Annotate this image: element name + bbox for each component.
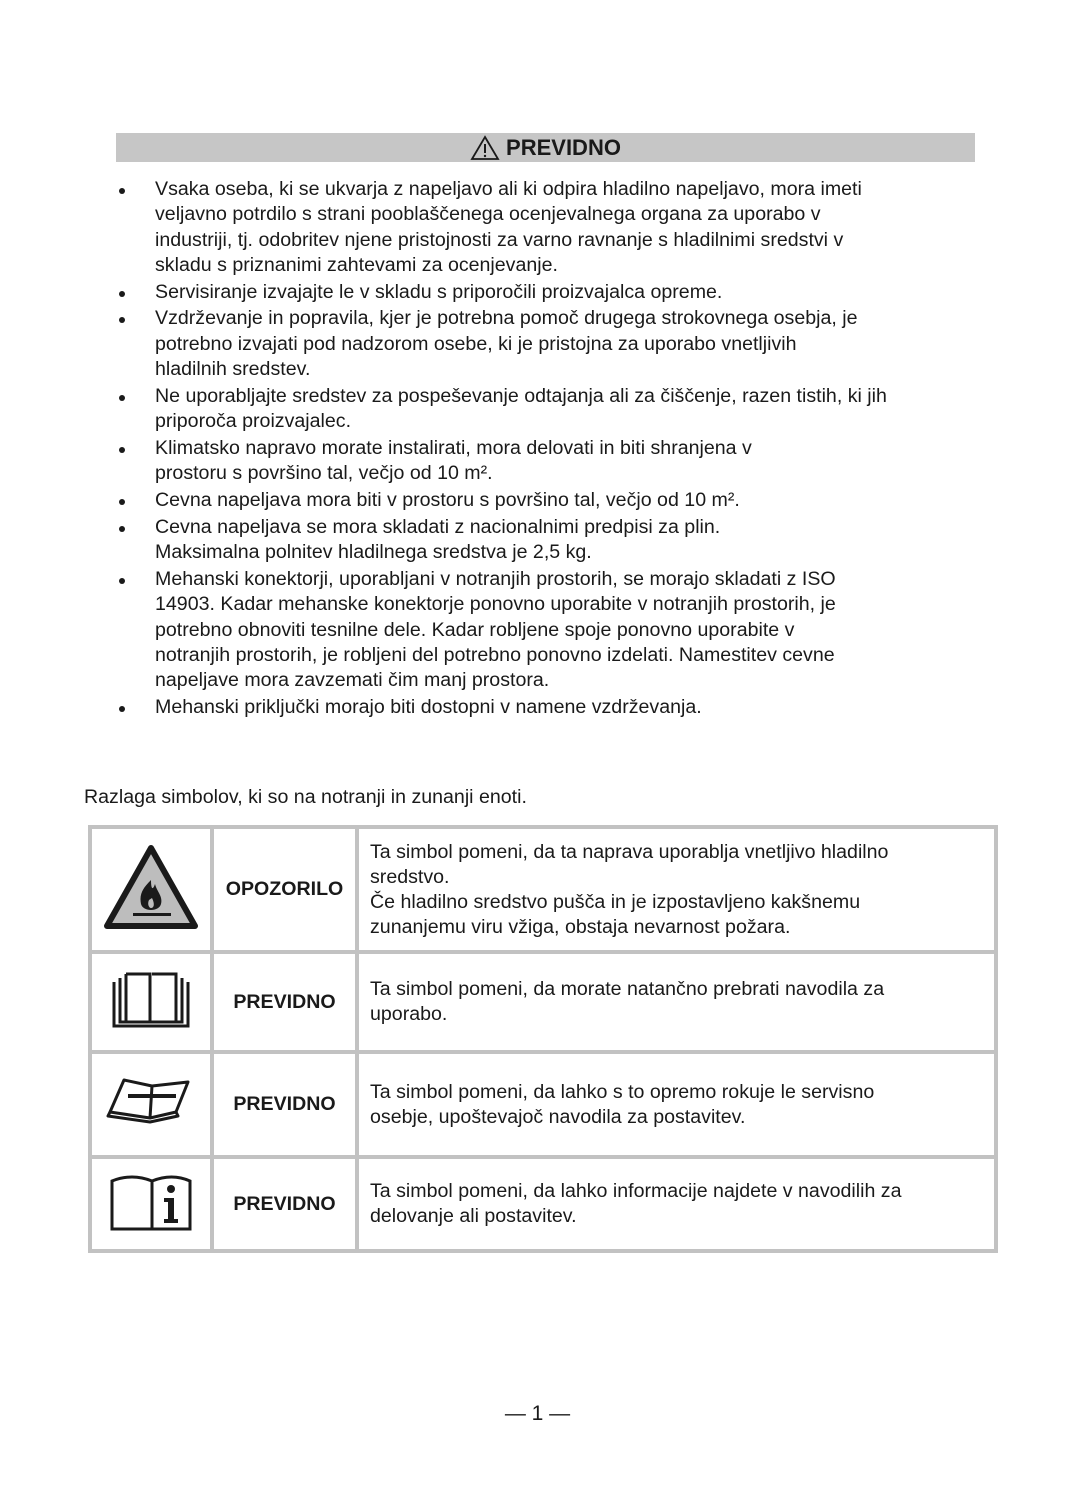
symbol-label: PREVIDNO [212, 952, 357, 1052]
list-item-line: Vsaka oseba, ki se ukvarja z napeljavo ali ki odpira hladilno napeljavo, mora imeti [155, 178, 862, 200]
caution-title: PREVIDNO [506, 134, 621, 160]
list-item-line: notranjih prostorih, je robljeni del potrebno ponovno izdelati. Namestitev cevne [155, 643, 835, 666]
symbol-label: PREVIDNO [212, 1052, 357, 1157]
list-item-line: Servisiranje izvajajte le v skladu s priporočili proizvajalca opreme. [155, 280, 723, 303]
symbol-row [90, 952, 996, 1052]
list-item-line: napeljave mora zavzemati čim manj prostora. [155, 669, 550, 692]
symbol-icon-cell [90, 952, 212, 1052]
service-manual-icon [106, 1076, 196, 1128]
caution-list [115, 177, 1015, 722]
symbol-row [90, 827, 996, 952]
list-item-line: priporoča proizvajalec. [155, 410, 352, 433]
list-item-line: Cevna napeljava mora biti v prostoru s površino tal, večjo od 10 m². [155, 489, 740, 512]
list-item [115, 695, 1015, 720]
caution-header [116, 133, 975, 162]
flammable-warning-icon [103, 844, 199, 930]
list-item [115, 436, 1015, 487]
list-item [115, 177, 1015, 278]
list-item [115, 488, 1015, 513]
symbol-description: Ta simbol pomeni, da morate natančno prebrati navodila za uporabo. [357, 952, 996, 1052]
page-number: — 1 — [504, 1402, 571, 1425]
list-item-line: hladilnih sredstev. [155, 358, 311, 381]
list-item-line: skladu s priznanimi zahtevami za ocenjevanje. [155, 253, 558, 276]
symbol-description: Ta simbol pomeni, da lahko s to opremo rokuje le servisno osebje, upoštevajoč navodila za postavitev. [357, 1052, 996, 1157]
list-item-line: Cevna napeljava se mora skladati z nacionalnimi predpisi za plin. [155, 515, 721, 538]
list-item-line: Mehanski priključki morajo biti dostopni v namene vzdrževanja. [155, 695, 702, 718]
symbols-table [88, 825, 998, 1253]
list-item-line: prostoru s površino tal, večjo od 10 m². [155, 462, 493, 485]
list-item-line: 14903. Kadar mehanske konektorje ponovno uporabite v notranjih prostorih, je [155, 593, 836, 616]
warning-triangle-icon [470, 135, 500, 161]
list-item [115, 515, 1015, 566]
list-item-line: potrebno obnoviti tesnilne dele. Kadar robljene spoje ponovno uporabite v [155, 618, 795, 641]
list-item-line: potrebno izvajati pod nadzorom osebe, ki je pristojna za uporabo vnetljivih [155, 332, 797, 355]
list-item-line: industriji, tj. odobritev njene pristojnosti za varno ravnanje s hladilnimi sredstvi v [155, 228, 844, 251]
info-manual-icon [108, 1171, 194, 1233]
symbol-icon-cell [90, 827, 212, 952]
symbol-icon-cell [90, 1157, 212, 1251]
list-item [115, 567, 1015, 693]
list-item-line: Klimatsko napravo morate instalirati, mora delovati in biti shranjena v [155, 436, 752, 459]
list-item-line: Maksimalna polnitev hladilnega sredstva je 2,5 kg. [155, 541, 592, 564]
manual-book-icon [108, 970, 194, 1030]
symbol-row [90, 1052, 996, 1157]
symbol-icon-cell [90, 1052, 212, 1157]
symbol-label: PREVIDNO [212, 1157, 357, 1251]
list-item-line: Ne uporabljajte sredstev za pospeševanje odtajanja ali za čiščenje, razen tistih, ki jih [155, 384, 887, 407]
list-item [115, 306, 1015, 382]
list-item-line: Vzdrževanje in popravila, kjer je potrebna pomoč drugega strokovnega osebja, je [155, 307, 858, 330]
symbols-intro: Razlaga simbolov, ki so na notranji in zunanji enoti. [84, 786, 527, 808]
list-item [115, 384, 1015, 435]
list-item-line: Mehanski konektorji, uporabljani v notranjih prostorih, se morajo skladati z ISO [155, 567, 836, 590]
symbol-description: Ta simbol pomeni, da ta naprava uporablja vnetljivo hladilno sredstvo. Če hladilno sredstvo pušča in je izpostavljeno kakšnemu zunanjemu viru vžiga, obstaja nevarnost požara. [357, 827, 996, 952]
symbol-row [90, 1157, 996, 1251]
list-item [115, 280, 1015, 305]
list-item-line: veljavno potrdilo s strani pooblaščenega ocenjevalnega organa za uporabo v [155, 203, 821, 226]
symbol-description: Ta simbol pomeni, da lahko informacije najdete v navodilih za delovanje ali postavitev. [357, 1157, 996, 1251]
symbol-label: OPOZORILO [212, 827, 357, 952]
